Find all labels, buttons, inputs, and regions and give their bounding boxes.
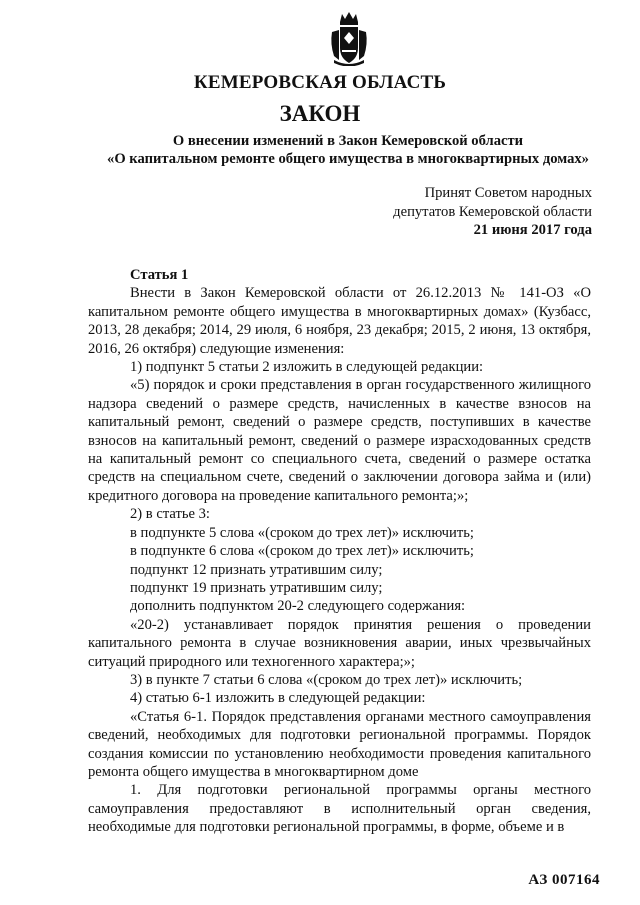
paragraph: подпункт 12 признать утратившим силу; (130, 561, 383, 578)
paragraph: 1) подпункт 5 статьи 2 изложить в следующей редакции: (130, 359, 484, 376)
adoption-line-2: депутатов Кемеровской области (393, 203, 592, 220)
paragraph: «20-2) устанавливает порядок принятия решения о проведении капитального ремонта в случае возникновения аварии, иных чрезвычайных ситуаций природного или техногенного характера;»; (88, 616, 591, 670)
paragraph: Внести в Закон Кемеровской области от 26.12.2013 № 141-ОЗ «О капитальном ремонте общего имущества в многоквартирных домах» (Кузбасс, 2013, 28 декабря; 2014, 29 июля, 6 ноября, 23 декабря; 2015, 2 июня, 13 октября, 2016, 26 октября) следующие изменения: (88, 285, 591, 357)
adoption-line-1: Принят Советом народных (424, 185, 592, 201)
paragraph: «5) порядок и сроки представления в орган государственного жилищного надзора сведений о размере средств, начисленных в качестве взносов на капитальный ремонт, сведений о размере средств, поступивших в качестве взносов на капитальный ремонт, сведений о размере израсходованных средств на капитальный ремонт со специального счета, сведений о размере остатка средств на специальном счете, сведений о заключении договора займа и (или) кредитного договора на проведение капитального ремонта;»; (88, 377, 591, 504)
law-title (88, 132, 608, 168)
paragraph: в подпункте 5 слова «(сроком до трех лет)» исключить; (130, 524, 474, 541)
paragraph: дополнить подпунктом 20-2 следующего содержания: (130, 598, 466, 615)
law-title-line-2: «О капитальном ремонте общего имущества в многоквартирных домах» (107, 151, 589, 167)
paragraph: 3) в пункте 7 статьи 6 слова «(сроком до трех лет)» исключить; (130, 671, 523, 688)
paragraph: подпункт 19 признать утратившим силу; (130, 579, 383, 596)
paragraph: 4) статью 6-1 изложить в следующей редакции: (130, 690, 426, 707)
document-type: ЗАКОН (279, 101, 361, 126)
region-name: КЕМЕРОВСКАЯ ОБЛАСТЬ (193, 72, 447, 93)
article-heading: Статья 1 (130, 267, 189, 283)
serial-number: АЗ 007164 (528, 872, 600, 888)
paragraph: 2) в статье 3: (130, 506, 210, 523)
adoption-date: 21 июня 2017 года (473, 222, 592, 238)
kemerovo-coat-of-arms-icon (330, 10, 368, 66)
adoption-block (393, 184, 592, 240)
paragraph: 1. Для подготовки региональной программы органы местного самоуправления предоставляют в исполнительный орган сведения, необходимые для подготовки региональной программы, в форме, объеме и в (88, 782, 591, 836)
paragraph: в подпункте 6 слова «(сроком до трех лет)» исключить; (130, 543, 474, 560)
paragraph: «Статья 6-1. Порядок представления органами местного самоуправления сведений, необходимых для подготовки региональной программы. Порядок создания комиссии по установлению необходимости проведения капитального ремонта общего имущества в многоквартирном доме (88, 708, 591, 780)
article-body (88, 266, 591, 837)
law-title-line-1: О внесении изменений в Закон Кемеровской области (172, 133, 524, 149)
